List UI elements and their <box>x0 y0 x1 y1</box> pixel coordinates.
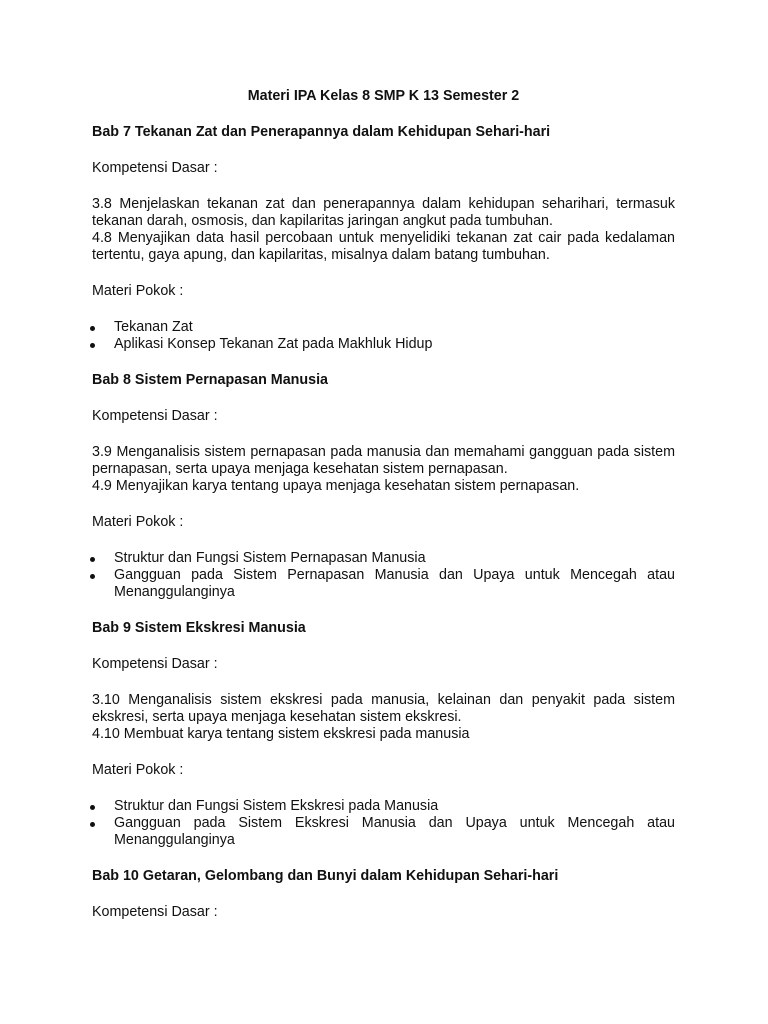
materi-pokok-list <box>92 798 675 849</box>
bullet-icon <box>90 343 95 348</box>
list-item-text: Gangguan pada Sistem Pernapasan Manusia dan Upaya untuk Mencegah atau Menanggulanginya <box>114 567 675 600</box>
kompetensi-dasar-label: Kompetensi Dasar : <box>92 904 218 920</box>
chapter-section <box>92 124 675 353</box>
kompetensi-dasar-text <box>92 196 675 264</box>
bullet-icon <box>90 805 95 810</box>
list-item-text: Tekanan Zat <box>114 319 193 335</box>
kd-line: 4.10 Membuat karya tentang sistem ekskresi pada manusia <box>92 726 470 742</box>
chapter-heading: Bab 8 Sistem Pernapasan Manusia <box>92 372 328 388</box>
kd-line: 3.10 Menganalisis sistem ekskresi pada manusia, kelainan dan penyakit pada sistem ekskresi, serta upaya menjaga kesehatan sistem ekskresi. <box>92 692 675 725</box>
chapter-section <box>92 372 675 601</box>
materi-pokok-list <box>92 319 675 353</box>
list-item-text: Struktur dan Fungsi Sistem Ekskresi pada Manusia <box>114 798 439 814</box>
materi-pokok-label: Materi Pokok : <box>92 283 184 299</box>
bullet-icon <box>90 326 95 331</box>
chapter-heading: Bab 10 Getaran, Gelombang dan Bunyi dalam Kehidupan Sehari-hari <box>92 868 559 884</box>
materi-pokok-label: Materi Pokok : <box>92 514 184 530</box>
kompetensi-dasar-text <box>92 444 675 495</box>
kd-line: 4.9 Menyajikan karya tentang upaya menjaga kesehatan sistem pernapasan. <box>92 478 580 494</box>
list-item <box>92 319 675 336</box>
chapter-heading: Bab 7 Tekanan Zat dan Penerapannya dalam Kehidupan Sehari-hari <box>92 124 551 140</box>
chapter-heading: Bab 9 Sistem Ekskresi Manusia <box>92 620 306 636</box>
kompetensi-dasar-label: Kompetensi Dasar : <box>92 408 218 424</box>
document-page <box>92 88 675 940</box>
kd-line: 4.8 Menyajikan data hasil percobaan untuk menyelidiki tekanan zat cair pada kedalaman tertentu, gaya apung, dan kapilaritas, misalnya dalam batang tumbuhan. <box>92 230 675 263</box>
kd-line: 3.8 Menjelaskan tekanan zat dan penerapannya dalam kehidupan seharihari, termasuk tekanan darah, osmosis, dan kapilaritas jaringan angkut pada tumbuhan. <box>92 196 675 229</box>
bullet-icon <box>90 574 95 579</box>
list-item <box>92 567 675 601</box>
kompetensi-dasar-label: Kompetensi Dasar : <box>92 656 218 672</box>
chapter-section <box>92 868 675 921</box>
materi-pokok-label: Materi Pokok : <box>92 762 184 778</box>
list-item-text: Gangguan pada Sistem Ekskresi Manusia dan Upaya untuk Mencegah atau Menanggulanginya <box>114 815 675 848</box>
bullet-icon <box>90 557 95 562</box>
list-item <box>92 798 675 815</box>
materi-pokok-list <box>92 550 675 601</box>
bullet-icon <box>90 822 95 827</box>
kompetensi-dasar-text <box>92 692 675 743</box>
document-title: Materi IPA Kelas 8 SMP K 13 Semester 2 <box>247 88 520 104</box>
list-item-text: Struktur dan Fungsi Sistem Pernapasan Manusia <box>114 550 426 566</box>
kompetensi-dasar-label: Kompetensi Dasar : <box>92 160 218 176</box>
kd-line: 3.9 Menganalisis sistem pernapasan pada manusia dan memahami gangguan pada sistem pernapasan, serta upaya menjaga kesehatan sistem pernapasan. <box>92 444 675 477</box>
list-item <box>92 550 675 567</box>
list-item <box>92 336 675 353</box>
list-item-text: Aplikasi Konsep Tekanan Zat pada Makhluk Hidup <box>114 336 433 352</box>
list-item <box>92 815 675 849</box>
chapter-section <box>92 620 675 849</box>
